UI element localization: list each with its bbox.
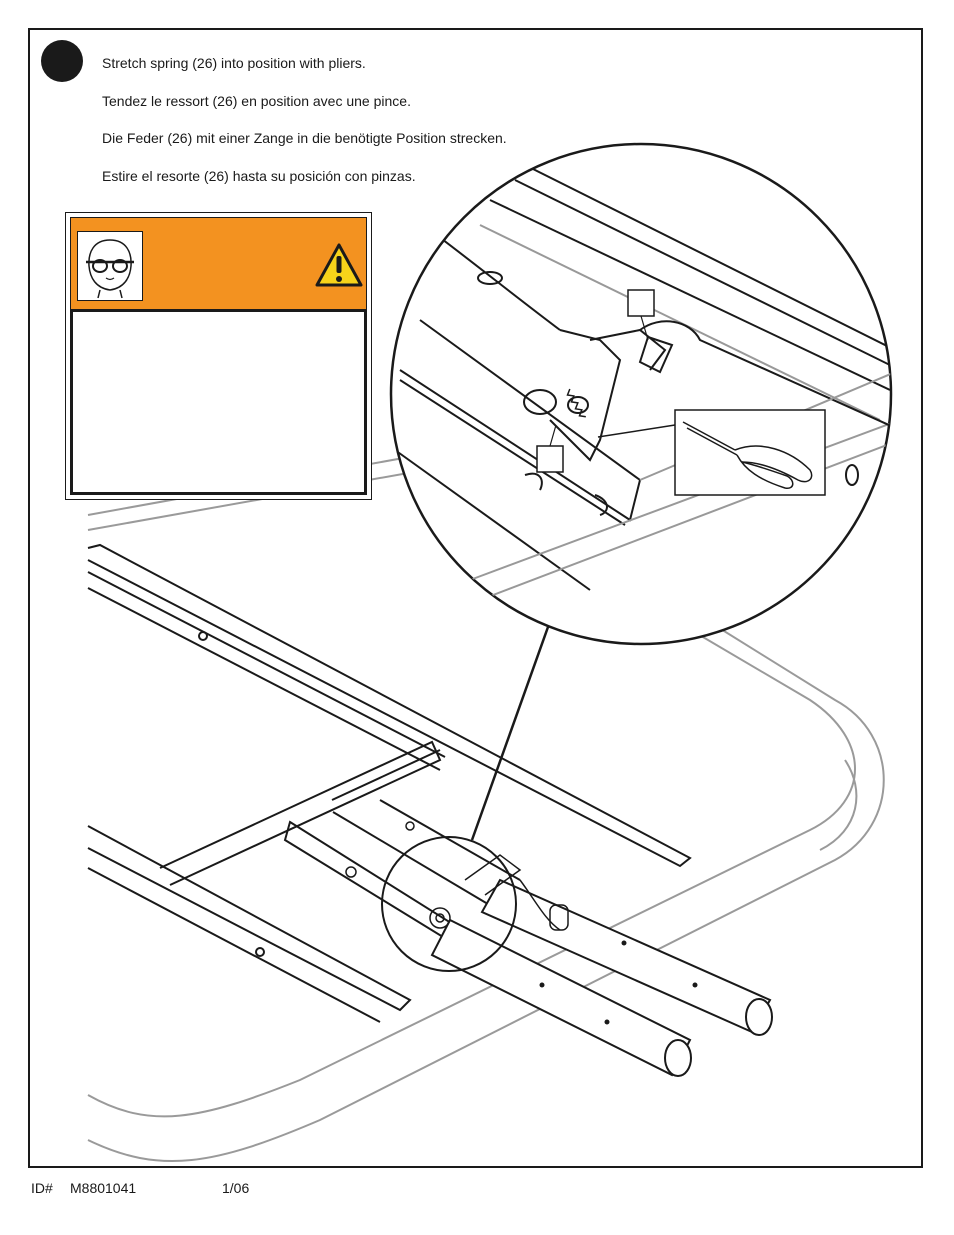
zoom-detail-circle (391, 144, 891, 644)
warning-triangle-icon (315, 242, 363, 288)
instruction-french: Tendez le ressort (26) en position avec une pince. (102, 93, 411, 109)
document-id-value: M8801041 (70, 1180, 137, 1196)
safety-warning-panel (65, 212, 372, 500)
instruction-spanish: Estire el resorte (26) hasta su posición con pinzas. (102, 168, 416, 184)
part-callout-box-upper (628, 290, 654, 316)
warning-header (70, 217, 367, 311)
warning-text-area (70, 309, 367, 495)
document-date: 1/06 (222, 1180, 250, 1196)
instruction-german: Die Feder (26) mit einer Zange in die benötigte Position strecken. (102, 130, 507, 146)
callout-leader-line (472, 627, 548, 840)
document-id-label: ID# (31, 1180, 53, 1196)
instruction-english: Stretch spring (26) into position with pliers. (102, 55, 366, 71)
part-callout-box-lower (537, 446, 563, 472)
safety-goggles-icon (77, 231, 143, 301)
